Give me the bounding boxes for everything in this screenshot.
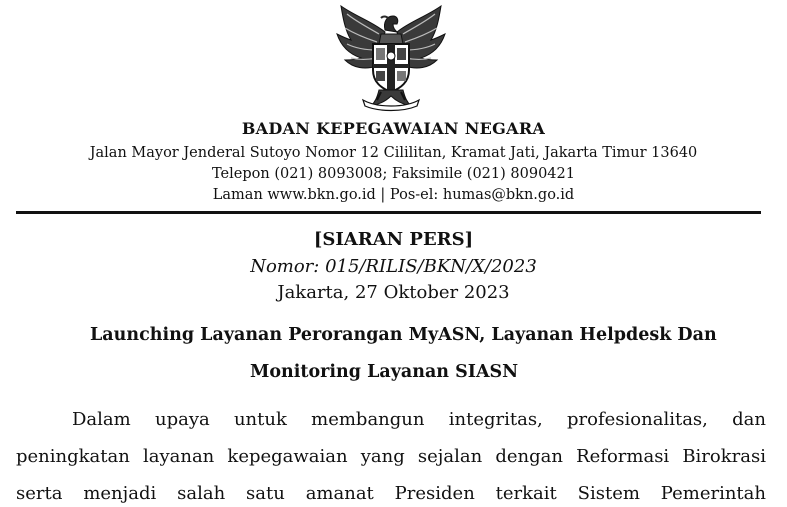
press-release-date: Jakarta, 27 Oktober 2023 xyxy=(277,282,510,303)
address-line: Jalan Mayor Jenderal Sutoyo Nomor 12 Cililitan, Kramat Jati, Jakarta Timur 13640 xyxy=(89,145,698,161)
headline-line-2: Monitoring Layanan SIASN xyxy=(250,362,519,382)
headline-line-1: Launching Layanan Perorangan MyASN, Layanan Helpdesk Dan xyxy=(90,325,717,345)
press-release-title: [SIARAN PERS] xyxy=(313,229,474,250)
press-release-number: Nomor: 015/RILIS/BKN/X/2023 xyxy=(250,256,537,277)
body-paragraph-line: peningkatan layanan kepegawaian yang sejalan dengan Reformasi Birokrasi xyxy=(16,446,766,467)
phone-fax-line: Telepon (021) 8093008; Faksimile (021) 8090421 xyxy=(212,166,575,182)
organization-name: BADAN KEPEGAWAIAN NEGARA xyxy=(241,119,546,138)
web-email-line: Laman www.bkn.go.id | Pos-el: humas@bkn.go.id xyxy=(212,187,575,203)
letterhead-divider xyxy=(16,211,761,214)
body-paragraph-line: Dalam upaya untuk membangun integritas, profesionalitas, dan xyxy=(72,409,766,430)
garuda-emblem-icon xyxy=(333,4,449,112)
body-paragraph-line: serta menjadi salah satu amanat Presiden terkait Sistem Pemerintah xyxy=(16,483,766,504)
